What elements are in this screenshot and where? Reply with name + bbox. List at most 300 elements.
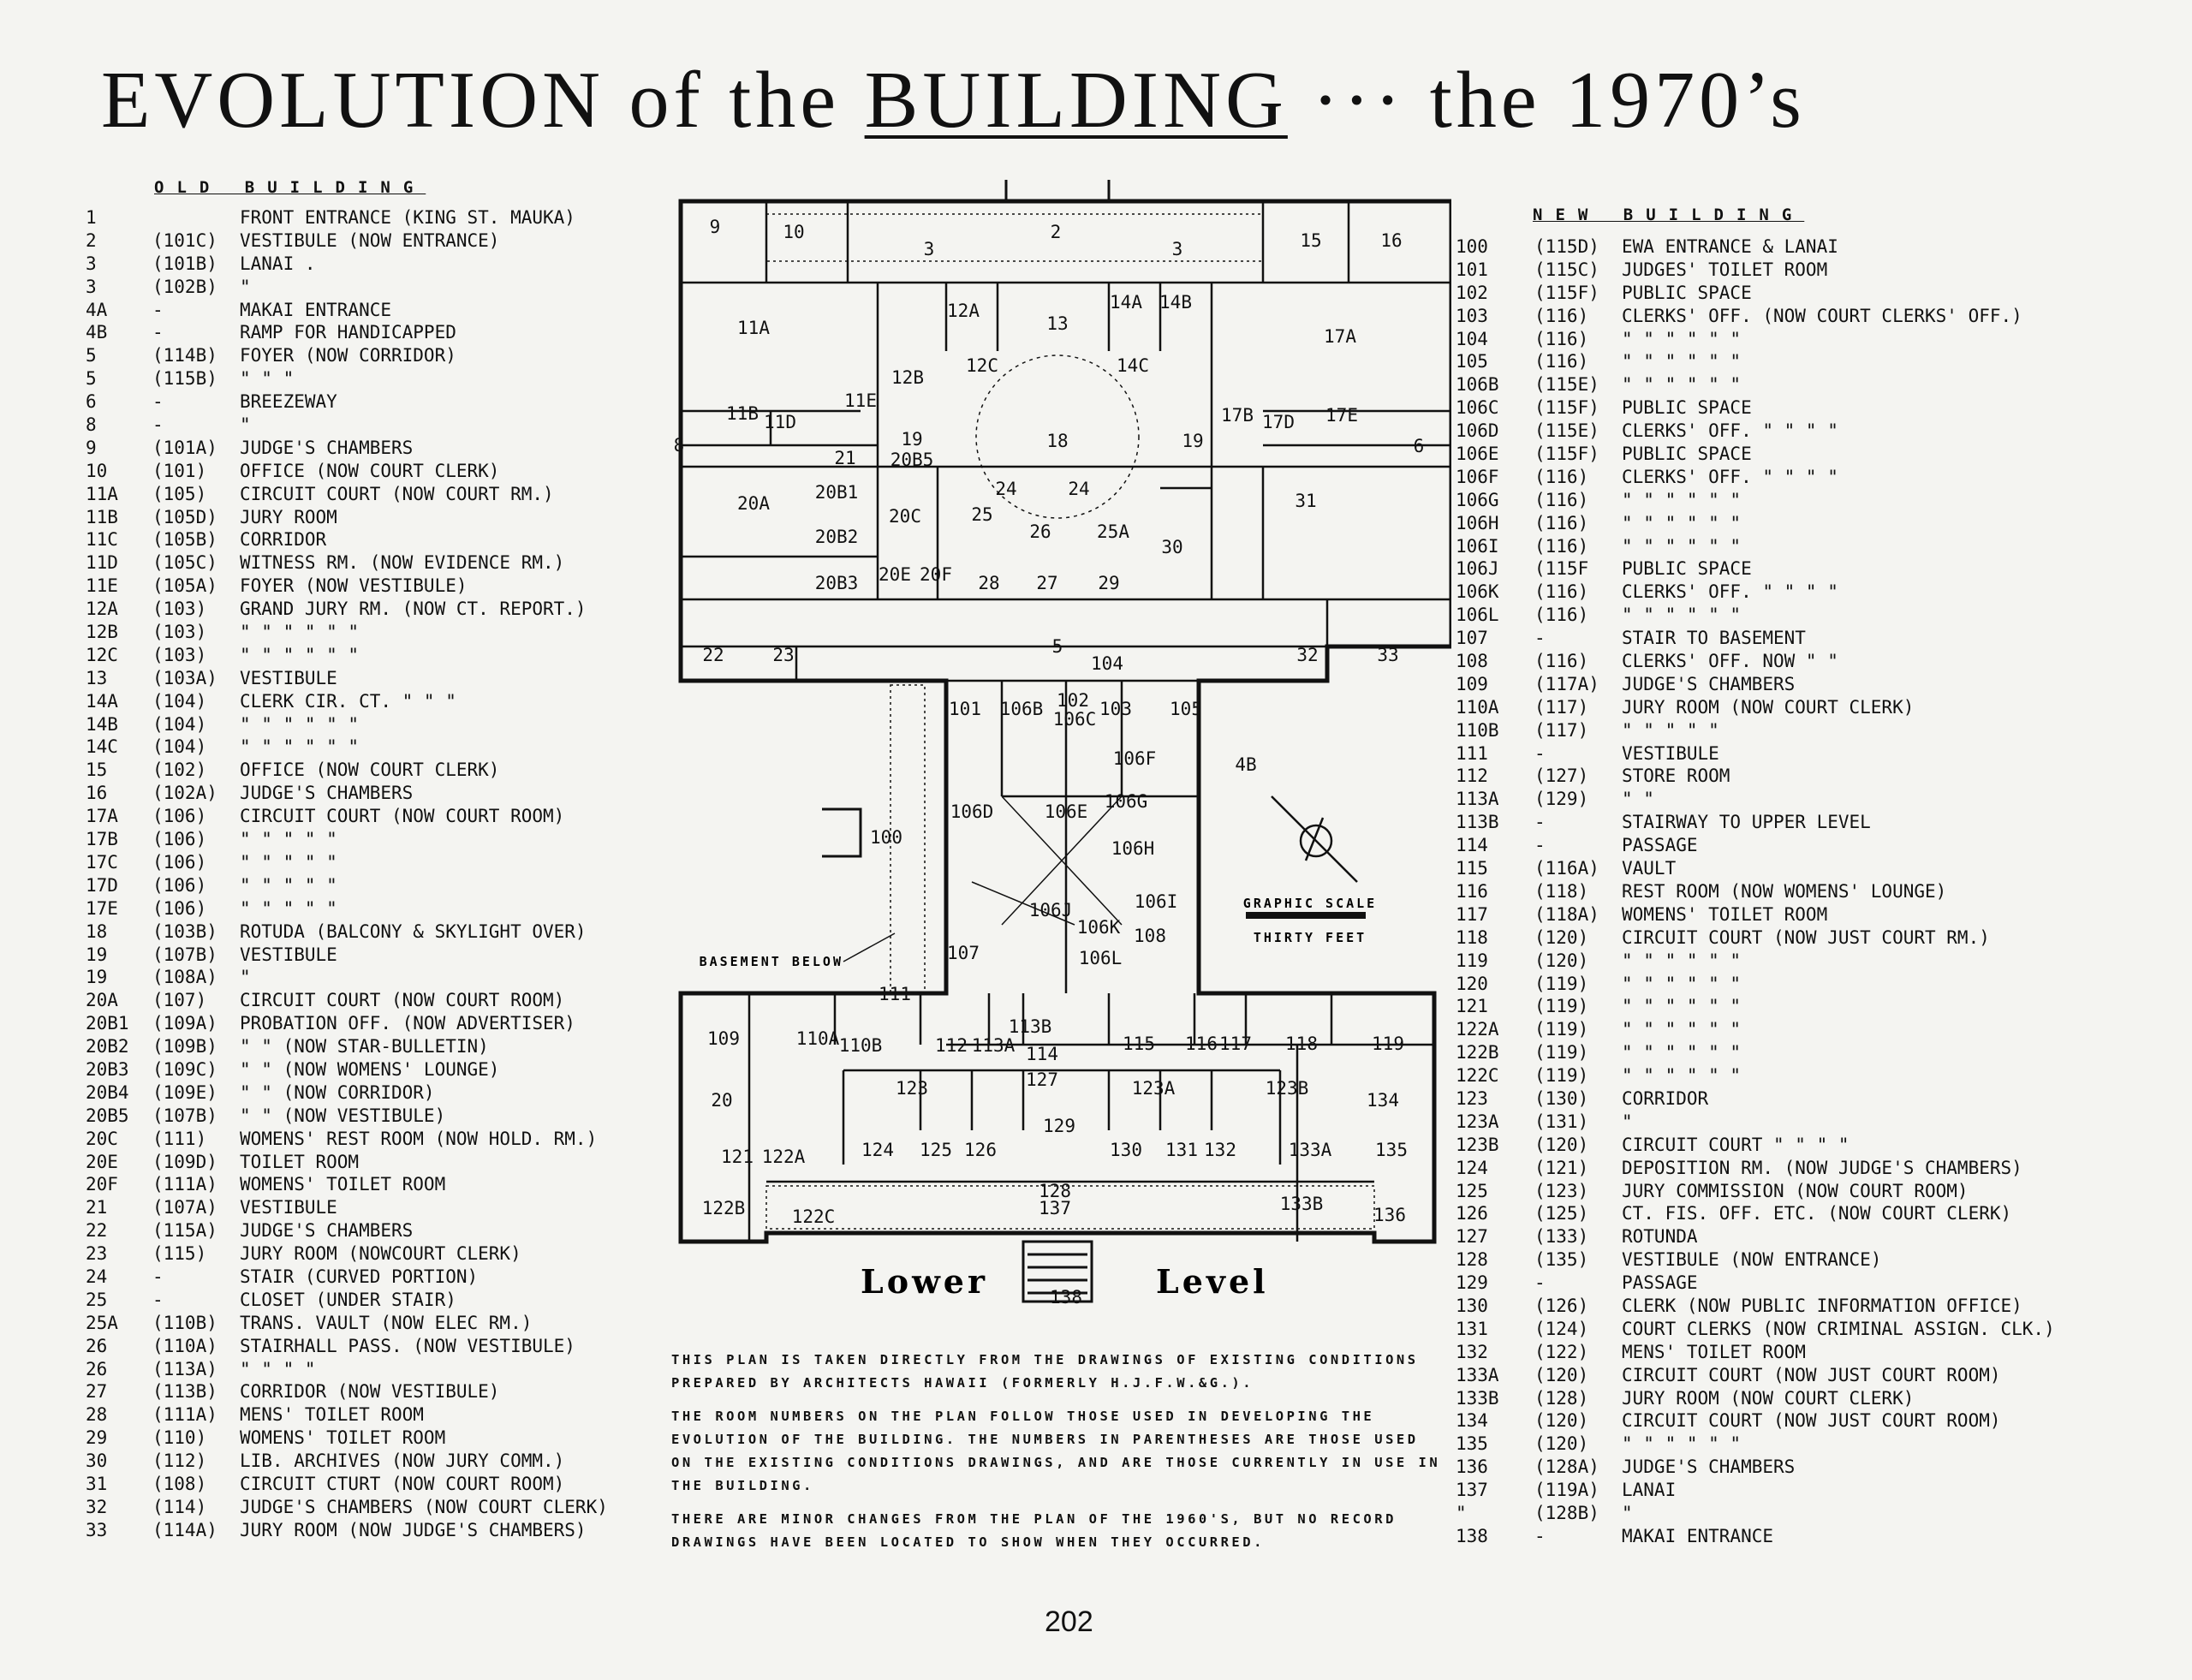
drawing-number: (121) (1534, 1157, 1589, 1178)
drawing-number: (113B) (152, 1381, 217, 1403)
new-building-row (1456, 1480, 2192, 1503)
new-building-row (1456, 789, 2192, 812)
new-building-row (1456, 720, 2192, 743)
room-number: 2 (86, 229, 97, 251)
drawing-number: - (1534, 742, 1546, 764)
new-building-legend (1456, 206, 2192, 1549)
room-label: 16 (1380, 230, 1403, 251)
old-building-row (86, 414, 676, 438)
room-number: 24 (86, 1266, 108, 1287)
drawing-number: (102B) (152, 276, 217, 297)
drawing-number: (131) (1534, 1111, 1589, 1132)
room-label: 20B3 (814, 573, 859, 593)
room-description: MENS' TOILET ROOM (240, 1404, 424, 1426)
room-label: 106I (1134, 891, 1178, 912)
room-description: " " " " " (240, 851, 337, 873)
room-number: 104 (1456, 328, 1488, 349)
drawing-number: (104) (152, 713, 207, 735)
new-building-row (1456, 881, 2192, 904)
room-number: 106E (1456, 444, 1499, 465)
room-number: 121 (1456, 996, 1488, 1017)
room-label: 17D (1262, 412, 1295, 432)
room-label: 101 (949, 699, 981, 719)
old-building-row (86, 207, 676, 230)
drawing-number: (111A) (152, 1174, 217, 1195)
room-description: VESTIBULE (NOW ENTRANCE) (1622, 1249, 1882, 1271)
old-building-row (86, 230, 676, 253)
old-building-row (86, 1313, 676, 1336)
room-number: 30 (86, 1451, 108, 1472)
room-description: " " " " " " (1622, 605, 1742, 626)
room-label: 123 (896, 1078, 928, 1099)
new-building-row (1456, 1203, 2192, 1226)
room-label: 12C (966, 355, 998, 376)
old-building-row (86, 691, 676, 714)
new-building-row (1456, 374, 2192, 397)
room-description: GRAND JURY RM. (NOW CT. REPORT.) (240, 599, 587, 620)
drawing-number: (102) (152, 760, 207, 781)
room-label: 21 (834, 448, 856, 468)
room-description: " " " " " " (240, 736, 360, 758)
drawing-number: (115B) (152, 368, 217, 390)
new-building-row (1456, 1158, 2192, 1181)
room-description: CORRIDOR (1622, 1087, 1709, 1109)
drawing-number: (119) (1534, 1065, 1589, 1087)
old-building-row (86, 1474, 676, 1497)
drawing-number: (103) (152, 599, 207, 620)
room-number: 25 (86, 1289, 108, 1310)
room-label: 33 (1377, 645, 1399, 665)
room-description: PUBLIC SPACE (1622, 397, 1752, 419)
room-description: " " " " " " (1622, 1433, 1742, 1455)
old-building-row (86, 1520, 676, 1543)
title-part-3: ··· the 1970’s (1287, 56, 1806, 145)
room-description: CIRCUIT COURT (NOW JUST COURT RM.) (1622, 926, 1990, 948)
new-building-row (1456, 950, 2192, 974)
room-number: 106J (1456, 558, 1499, 580)
room-label: 17E (1325, 405, 1358, 426)
room-description: CT. FIS. OFF. ETC. (NOW COURT CLERK) (1622, 1203, 2012, 1224)
drawing-number: (119) (1534, 973, 1589, 994)
room-label: 116 (1185, 1034, 1218, 1054)
room-number: 131 (1456, 1318, 1488, 1339)
new-building-row (1456, 697, 2192, 720)
room-number: 3 (86, 253, 97, 274)
drawing-number: (120) (1534, 950, 1589, 971)
room-label: 30 (1161, 537, 1183, 557)
drawing-number: (122) (1534, 1341, 1589, 1362)
note-1: THIS PLAN IS TAKEN DIRECTLY FROM THE DRAWINGS OF EXISTING CONDITIONS PREPARED BY ARCHITECTS HAWAII (FORMERLY H.J.F.W.&G.). (671, 1352, 1419, 1391)
floor-plan (664, 180, 1451, 1336)
old-building-row (86, 668, 676, 691)
drawing-number: (117A) (1534, 673, 1599, 694)
drawing-number: (128A) (1534, 1457, 1599, 1478)
new-building-row (1456, 490, 2192, 513)
room-label: 122A (761, 1147, 806, 1167)
room-number: 4A (86, 299, 108, 320)
room-description: PUBLIC SPACE (1622, 282, 1752, 303)
drawing-number: (103) (152, 644, 207, 665)
room-description: JUDGE'S CHAMBERS (1622, 1457, 1796, 1478)
drawing-number: (130) (1534, 1087, 1589, 1109)
room-number: 105 (1456, 351, 1488, 372)
drawing-number: (109B) (152, 1036, 217, 1057)
room-number: 106G (1456, 489, 1499, 510)
room-label: 110B (838, 1035, 883, 1056)
room-label: 113B (1008, 1016, 1052, 1037)
new-building-row (1456, 1065, 2192, 1088)
drawing-number: (110) (152, 1427, 207, 1449)
room-label: 25 (971, 504, 993, 525)
room-label: 15 (1300, 230, 1322, 251)
old-building-row (86, 575, 676, 599)
room-description: ROTUDA (BALCONY & SKYLIGHT OVER) (240, 920, 587, 942)
drawing-number: - (152, 1289, 164, 1310)
room-label: 106L (1078, 948, 1123, 968)
room-label: 31 (1295, 491, 1317, 511)
room-description: PUBLIC SPACE (1622, 444, 1752, 465)
room-number: 14C (86, 736, 118, 758)
room-label: 24 (1068, 479, 1090, 499)
room-label: 2 (1050, 222, 1062, 242)
new-building-row (1456, 1135, 2192, 1158)
old-building-row (86, 806, 676, 829)
room-number: 20B3 (86, 1058, 129, 1080)
new-building-row (1456, 927, 2192, 950)
drawing-number: - (1534, 1525, 1546, 1546)
room-label: 13 (1046, 313, 1069, 334)
drawing-number: (115D) (1534, 236, 1599, 257)
drawing-number: (107A) (152, 1197, 217, 1218)
new-building-row (1456, 1296, 2192, 1319)
old-building-row (86, 645, 676, 668)
room-number: 133A (1456, 1364, 1499, 1385)
room-label: 119 (1372, 1034, 1404, 1054)
room-number: 12B (86, 622, 118, 643)
room-label: 3 (1171, 239, 1183, 259)
old-building-row (86, 1174, 676, 1197)
old-building-row (86, 1082, 676, 1105)
room-number: 107 (1456, 628, 1488, 649)
room-number: 20B1 (86, 1013, 129, 1034)
old-building-row (86, 1451, 676, 1474)
room-label: 118 (1285, 1034, 1318, 1054)
new-building-row (1456, 283, 2192, 306)
old-building-row (86, 1129, 676, 1152)
drawing-number: (103) (152, 622, 207, 643)
old-building-row (86, 1152, 676, 1175)
room-description: OFFICE (NOW COURT CLERK) (240, 760, 500, 781)
old-building-row (86, 345, 676, 368)
room-label: 26 (1029, 521, 1051, 542)
room-label: 130 (1110, 1140, 1142, 1160)
room-description: JUDGE'S CHAMBERS (240, 1220, 414, 1242)
room-description: " " " " " " (1622, 950, 1742, 971)
old-building-row (86, 438, 676, 461)
room-number: 109 (1456, 673, 1488, 694)
new-building-row (1456, 1457, 2192, 1480)
room-label: 19 (1182, 431, 1204, 451)
drawing-number: (120) (1534, 1410, 1589, 1432)
room-label: 28 (978, 573, 1000, 593)
room-label: 114 (1026, 1044, 1058, 1064)
room-number: 134 (1456, 1410, 1488, 1432)
room-description: VESTIBULE (240, 1197, 337, 1218)
room-label: 117 (1219, 1034, 1252, 1054)
basement-leader (843, 933, 895, 962)
drawing-number: (101A) (152, 437, 217, 458)
room-description: " " (NOW CORRIDOR) (240, 1081, 435, 1103)
room-label: 17A (1324, 326, 1356, 347)
room-description: FOYER (NOW VESTIBULE) (240, 575, 468, 597)
room-number: 106D (1456, 420, 1499, 442)
room-number: 19 (86, 944, 108, 965)
plan-notes (671, 1349, 1442, 1564)
old-building-row (86, 1381, 676, 1404)
room-number: 111 (1456, 742, 1488, 764)
room-number: 25A (86, 1312, 118, 1333)
drawing-number: (112) (152, 1451, 207, 1472)
room-label: 106H (1111, 838, 1155, 859)
room-number: 20B2 (86, 1036, 129, 1057)
room-description: RAMP FOR HANDICAPPED (240, 322, 456, 343)
new-building-row (1456, 351, 2192, 374)
room-description: FOYER (NOW CORRIDOR) (240, 345, 456, 366)
room-label: 138 (1050, 1287, 1082, 1308)
room-number: 9 (86, 437, 97, 458)
room-number: 122C (1456, 1065, 1499, 1087)
room-description: REST ROOM (NOW WOMENS' LOUNGE) (1622, 880, 1947, 902)
note-3: THERE ARE MINOR CHANGES FROM THE PLAN OF THE 1960'S, BUT NO RECORD DRAWINGS HAVE BEEN LOCATED TO SHOW WHEN THEY OCCURRED. (671, 1511, 1397, 1550)
old-building-row (86, 736, 676, 760)
drawing-number: (119) (1534, 996, 1589, 1017)
new-building-row (1456, 743, 2192, 766)
room-label: 134 (1367, 1090, 1399, 1111)
room-number: 118 (1456, 926, 1488, 948)
room-label: 22 (702, 645, 724, 665)
room-number: 106K (1456, 581, 1499, 603)
room-label: 132 (1204, 1140, 1236, 1160)
old-building-row (86, 484, 676, 507)
room-description: " " " " " (240, 874, 337, 896)
room-number: 103 (1456, 305, 1488, 326)
new-building-heading: NEW BUILDING (1533, 206, 1805, 224)
room-label: 14B (1159, 292, 1192, 313)
room-label: 107 (947, 943, 980, 963)
drawing-number: (116) (1534, 328, 1589, 349)
room-description: " " " " " " (240, 622, 360, 643)
room-label: 4B (1235, 754, 1257, 775)
room-description: CLERKS' OFF. " " " " (1622, 466, 1838, 487)
new-building-row (1456, 1388, 2192, 1411)
drawing-number: (128B) (1534, 1502, 1599, 1523)
room-number: 11D (86, 552, 118, 574)
room-description: WOMENS' REST ROOM (NOW HOLD. RM.) (240, 1128, 598, 1149)
drawing-number: (104) (152, 736, 207, 758)
old-building-row (86, 1220, 676, 1243)
drawing-number: (117) (1534, 719, 1589, 741)
room-description: " " (NOW VESTIBULE) (240, 1105, 446, 1126)
new-building-row (1456, 1272, 2192, 1296)
drawing-number: (116) (1534, 466, 1589, 487)
room-number: 29 (86, 1427, 108, 1449)
room-label: 18 (1046, 431, 1069, 451)
room-number: 123B (1456, 1134, 1499, 1155)
room-number: 22 (86, 1220, 108, 1242)
room-description: LANAI . (240, 253, 316, 274)
room-number: 17E (86, 897, 118, 919)
new-building-row (1456, 1526, 2192, 1549)
room-description: JUDGE'S CHAMBERS (240, 437, 414, 458)
room-label: 11B (726, 403, 759, 424)
drawing-number: (105C) (152, 552, 217, 574)
drawing-number: (120) (1534, 1433, 1589, 1455)
room-label: 24 (995, 479, 1017, 499)
room-number: 123 (1456, 1087, 1488, 1109)
old-building-rows (86, 207, 676, 1543)
drawing-number: (116) (1534, 512, 1589, 533)
room-description: CIRCUIT COURT (NOW JUST COURT ROOM) (1622, 1364, 2001, 1385)
page-number: 202 (1045, 1606, 1093, 1638)
room-label: 20E (879, 564, 911, 585)
room-description: " " " " " " (1622, 328, 1742, 349)
room-description: COURT CLERKS (NOW CRIMINAL ASSIGN. CLK.) (1622, 1318, 2055, 1339)
room-description: CIRCUIT COURT (NOW COURT ROOM) (240, 990, 565, 1011)
room-description: " " " " " " (240, 713, 360, 735)
room-description: " " " (240, 368, 295, 390)
room-number: 23 (86, 1243, 108, 1265)
room-number: 122A (1456, 1019, 1499, 1040)
drawing-number: (101) (152, 460, 207, 481)
room-number: 5 (86, 345, 97, 366)
old-building-legend (86, 178, 676, 1543)
room-description: VESTIBULE (240, 667, 337, 688)
room-number: 18 (86, 920, 108, 942)
drawing-number: (135) (1534, 1249, 1589, 1271)
drawing-number: (105) (152, 483, 207, 504)
room-labels (674, 217, 1425, 1308)
room-number: 28 (86, 1404, 108, 1426)
room-number: 112 (1456, 766, 1488, 787)
old-building-row (86, 829, 676, 852)
room-description: JURY ROOM (240, 506, 337, 527)
room-number: 20F (86, 1174, 118, 1195)
room-number: 20C (86, 1128, 118, 1149)
room-description: JURY ROOM (NOW COURT CLERK) (1622, 1387, 1915, 1409)
new-building-row (1456, 674, 2192, 697)
room-description: " " " " " " (1622, 374, 1742, 396)
room-number: 116 (1456, 880, 1488, 902)
drawing-number: (116) (1534, 605, 1589, 626)
room-label: 11E (844, 390, 877, 411)
room-description: CLERKS' OFF. (NOW COURT CLERKS' OFF.) (1622, 305, 2022, 326)
old-building-row (86, 322, 676, 345)
drawing-number: (117) (1534, 696, 1589, 718)
room-label: 106B (999, 699, 1044, 719)
drawing-number: - (1534, 1272, 1546, 1294)
drawing-number: (125) (1534, 1203, 1589, 1224)
room-label: 106E (1044, 801, 1088, 822)
room-description: CLERKS' OFF. NOW " " (1622, 651, 1838, 672)
room-number: 136 (1456, 1457, 1488, 1478)
drawing-number: (105D) (152, 506, 217, 527)
drawing-number: (111) (152, 1128, 207, 1149)
room-description: " " " " " " (1622, 535, 1742, 557)
room-number: 133B (1456, 1387, 1499, 1409)
room-description: VAULT (1622, 858, 1677, 879)
new-building-row (1456, 513, 2192, 536)
old-building-row (86, 599, 676, 622)
room-label: 100 (870, 827, 902, 848)
drawing-number: (101B) (152, 253, 217, 274)
drawing-number: (110A) (152, 1335, 217, 1356)
drawing-number: (119) (1534, 1042, 1589, 1063)
room-description: STAIR TO BASEMENT (1622, 628, 1806, 649)
new-building-row (1456, 766, 2192, 789)
room-label: 133A (1288, 1140, 1332, 1160)
room-number: 17B (86, 829, 118, 850)
room-description: JUDGES' TOILET ROOM (1622, 259, 1828, 280)
old-building-row (86, 1266, 676, 1290)
old-building-row (86, 783, 676, 806)
room-description: LANAI (1622, 1480, 1677, 1501)
room-label: 104 (1091, 653, 1123, 674)
new-building-row (1456, 444, 2192, 467)
new-building-row (1456, 1226, 2192, 1249)
drawing-number: (116) (1534, 305, 1589, 326)
room-label: 10 (783, 222, 805, 242)
drawing-number: (115) (152, 1243, 207, 1265)
room-description: MAKAI ENTRANCE (240, 299, 392, 320)
room-number: 26 (86, 1335, 108, 1356)
old-building-row (86, 1059, 676, 1082)
drawing-number: (108A) (152, 967, 217, 988)
drawing-number: (106) (152, 874, 207, 896)
drawing-number: (133) (1534, 1226, 1589, 1248)
room-label: 137 (1039, 1198, 1071, 1218)
drawing-number: - (152, 1266, 164, 1287)
room-label: 103 (1099, 699, 1132, 719)
room-description: BREEZEWAY (240, 391, 337, 413)
room-description: CIRCUIT COURT (NOW COURT ROOM) (240, 806, 565, 827)
room-number: 32 (86, 1496, 108, 1517)
drawing-number: (116) (1534, 489, 1589, 510)
room-label: 135 (1375, 1140, 1408, 1160)
new-building-row (1456, 628, 2192, 651)
old-building-row (86, 714, 676, 737)
room-description: WITNESS RM. (NOW EVIDENCE RM.) (240, 552, 565, 574)
old-building-row (86, 875, 676, 898)
room-description: " " " " " " (240, 644, 360, 665)
old-building-row (86, 461, 676, 484)
room-description: " " " " " (1622, 719, 1719, 741)
room-label: 20B5 (890, 450, 934, 470)
room-description: " " " " " " (1622, 489, 1742, 510)
room-number: " (1456, 1502, 1467, 1523)
room-number: 27 (86, 1381, 108, 1403)
room-description: WOMENS' TOILET ROOM (240, 1174, 446, 1195)
drawing-number: (109D) (152, 1151, 217, 1172)
room-description: " " " " " (240, 829, 337, 850)
room-number: 4B (86, 322, 108, 343)
room-label: 11D (764, 412, 796, 432)
room-label: 20B2 (814, 527, 859, 547)
new-building-row (1456, 1088, 2192, 1111)
room-number: 129 (1456, 1272, 1488, 1294)
room-description: " " (NOW STAR-BULLETIN) (240, 1036, 489, 1057)
new-building-row (1456, 1181, 2192, 1204)
room-label: 113A (971, 1035, 1016, 1056)
